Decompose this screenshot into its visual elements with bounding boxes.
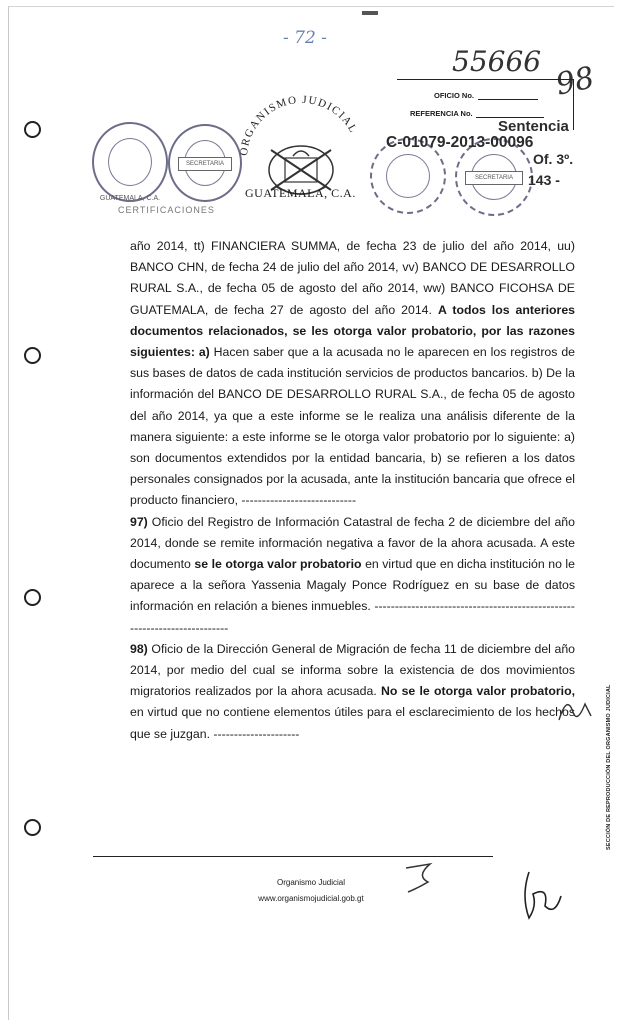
paragraph-text: Hacen saber que a la acusada no le aparecen en los registros de sus bases de datos de cada institución servicios de productos bancarios. b) De la información del BANCO DE DESARROLLO RURAL S.A., de fecha 05 de agosto del año 2014, ya que a este informe se le realiza una análisis diferente de la manera siguiente: a este informe se le otorga valor probatorio por lo siguiente: a) son documentos extendidos por la entidad bancaria, b) se refieren a los datos personales consignados por la acusada, ante la institución bancaria que ofrece el producto financiero, ---------------------------- — [130, 345, 575, 508]
sentencia-label: Sentencia — [498, 118, 569, 135]
oficio-label: OFICIO No. — [434, 91, 474, 100]
left-seal-text: GUATEMALA, C.A. — [99, 195, 161, 202]
handwritten-folio: 55666 — [452, 45, 542, 78]
paragraph-text: Oficio del Registro de Información Catastral de fecha 2 de diciembre del año 2014, donde se remite información negativa a favor de la ahora acusada. A este documento — [130, 514, 575, 572]
paragraph-evaluation — [130, 236, 575, 512]
paragraph-item-98 — [130, 639, 575, 745]
handwritten-page-number: - 72 - — [283, 28, 327, 48]
paragraph-bold: se le otorga valor probatorio — [194, 557, 362, 572]
paragraph-text: Oficio de la Dirección General de Migración de fecha 11 de diciembre del año 2014, por medio del cual se informa sobre la existencia de dos movimientos migratorios realizados por la ahora acusada. — [130, 641, 575, 699]
paragraph-text: año 2014, tt) FINANCIERA SUMMA, de fecha 23 de julio del año 2014, uu) BANCO CHN, de fecha 24 de julio del año 2014, vv) BANCO DE DESARROLLO RURAL S.A., de fecha 05 de agosto del año 2014, ww) BANCO FICOHSA DE GUATEMALA, de fecha 27 de agosto del año 2014. — [130, 239, 575, 317]
case-folio: 143 - — [528, 172, 560, 188]
footer-org: Organismo Judicial — [276, 878, 346, 887]
paragraph-bold: No se le otorga valor probatorio, — [380, 684, 575, 699]
case-number: C-01079-2013-00096 — [386, 134, 534, 151]
footer-rule — [93, 856, 493, 857]
right-seal-band: SECRETARIA — [465, 171, 523, 185]
document-body — [130, 236, 575, 745]
margin-vertical-text: SECCIÓN DE REPRODUCCIÓN DEL ORGANISMO JUDICIAL — [606, 684, 612, 850]
footer-url: www.organismojudicial.gob.gt — [258, 894, 364, 903]
handwritten-initials: 98 — [552, 60, 598, 103]
paragraph-bold: A todos los anteriores documentos relacionados, se les otorga valor probatorio, por las razones siguientes: a) — [130, 302, 576, 360]
certifications-label: CERTIFICACIONES — [118, 205, 215, 215]
left-seal — [92, 122, 168, 202]
paragraph-item-97 — [130, 512, 575, 639]
case-office: Of. 3º. — [533, 151, 574, 167]
oficio-field-line — [478, 99, 538, 100]
binder-hole — [24, 121, 41, 138]
binder-hole — [24, 347, 41, 364]
middle-seal-band: SECRETARIA — [178, 157, 232, 171]
emblem-city: GUATEMALA, C.A. — [245, 186, 356, 200]
emblem-arc-text: ORGANISMO JUDICIAL — [237, 93, 360, 157]
margin-initial-scribble — [555, 690, 595, 730]
item-number: 97) — [130, 514, 148, 529]
paragraph-text: en virtud que en dicha institución no le aparece a la señora Yassenia Magaly Ponce Rodríguez en su base de datos información en relación a bienes inmuebles. ------------------------------------------------------------------------- — [130, 557, 575, 635]
paragraph-text: en virtud que no contiene elementos útiles para el esclarecimiento de los hechos que se juzgan. --------------------- — [130, 705, 575, 741]
staple-mark — [362, 11, 378, 15]
binder-hole — [24, 589, 41, 606]
referencia-label: REFERENCIA No. — [410, 109, 473, 118]
svg-text:ORGANISMO JUDICIAL — [238, 94, 360, 156]
binder-hole — [24, 819, 41, 836]
item-number: 98) — [130, 641, 148, 656]
